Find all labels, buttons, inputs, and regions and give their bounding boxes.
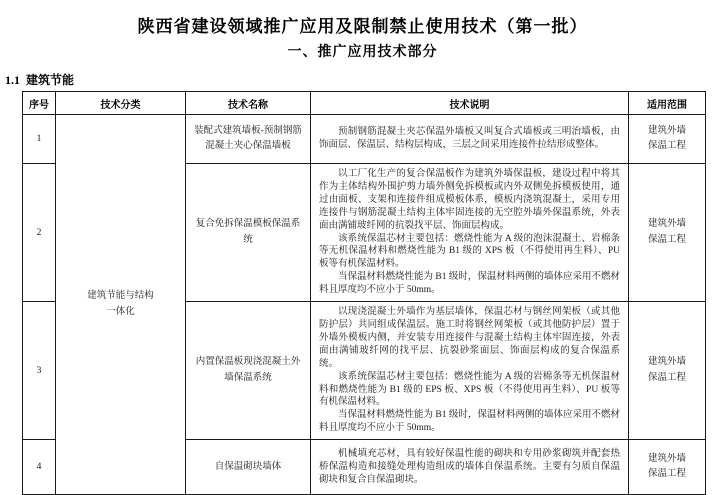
scope-cell: 建筑外墙 保温工程 bbox=[629, 115, 706, 164]
row-number-cell: 3 bbox=[23, 302, 56, 440]
tech-description-cell bbox=[311, 115, 629, 164]
tech-name-cell: 装配式建筑墙板-预制钢筋混凝土夹心保温墙板 bbox=[186, 115, 311, 164]
tech-name-cell: 自保温砌块墙体 bbox=[186, 440, 311, 495]
page-subtitle: 一、推广应用技术部分 bbox=[287, 43, 438, 59]
description-paragraph: 当保温材料燃烧性能为 B1 级时，保温材料两侧的墙体应采用不燃材料且厚度均不应小于 50mm。 bbox=[319, 410, 620, 434]
section-title: 建筑节能 bbox=[26, 73, 75, 87]
row-number-cell: 2 bbox=[23, 164, 56, 302]
description-paragraph: 当保温材料燃烧性能为 B1 级时，保温材料两侧的墙体应采用不燃材料且厚度均不应小于 50mm。 bbox=[319, 272, 620, 296]
scope-cell: 建筑外墙 保温工程 bbox=[629, 302, 706, 440]
tech-description-cell bbox=[311, 164, 629, 302]
description-paragraph: 以现浇混凝土外墙作为基层墙体，保温芯材与钢丝网架板（或其他防护层）共同组成保温层。施工时将钢丝网架板（或其他防护层）置于外墙外模板内侧，并安装专用连接件与混凝土结构主体牢固连接，外表面由满铺玻纤网的找平层、抗裂砂浆面层、饰面层构成的复合保温系统。 bbox=[319, 307, 620, 369]
row-number-cell: 1 bbox=[23, 115, 56, 164]
table-row bbox=[23, 115, 706, 164]
column-header-category: 技术分类 bbox=[56, 92, 186, 115]
scope-cell: 建筑外墙 保温工程 bbox=[629, 440, 706, 495]
description-paragraph: 预制钢筋混凝土夹芯保温外墙板又叫复合式墙板或三明治墙板，由饰面层、保温层、结构层构成，三层之间采用连接件拉结形成整体。 bbox=[319, 127, 620, 150]
column-header-name: 技术名称 bbox=[186, 92, 311, 115]
scope-cell: 建筑外墙 保温工程 bbox=[629, 164, 706, 302]
tech-description-cell bbox=[311, 302, 629, 440]
section-heading bbox=[5, 71, 725, 88]
category-cell: 建筑节能与结构 一体化 bbox=[56, 115, 186, 495]
technology-table bbox=[22, 91, 706, 495]
description-paragraph: 机械填充芯材，具有较好保温性能的砌块和专用砂浆砌筑并配套热桥保温构造和接缝处理构造组成的墙体自保温系统。主要有匀质自保温砌块和复合自保温砌块。 bbox=[319, 448, 620, 485]
tech-name-cell: 内置保温板现浇混凝土外墙保温系统 bbox=[186, 302, 311, 440]
column-header-description: 技术说明 bbox=[311, 92, 629, 115]
section-number: 1.1 bbox=[5, 73, 20, 87]
description-paragraph: 该系统保温芯材主要包括：燃烧性能为 A 级的岩棉条等无机保温材料和燃烧性能为 B1 级的 EPS 板、XPS 板（不得使用再生料）、PU 板等有机保温材料。 bbox=[319, 371, 620, 408]
column-header-number: 序号 bbox=[23, 92, 56, 115]
description-paragraph: 以工厂化生产的复合保温板作为建筑外墙保温板，建设过程中将其作为主体结构外围护剪力墙外侧免拆模板或内外双侧免拆模板使用，通过由面板、支架和连接件组成模板体系，模板内浇筑混凝土，采用专用连接件与钢筋混凝土结构主体牢固连接的无空腔外墙外保温系统，外表面由满铺玻纤网的抗裂找平层、饰面层构成。 bbox=[319, 169, 620, 231]
tech-name-cell: 复合免拆保温模板保温系统 bbox=[186, 164, 311, 302]
page-title: 陕西省建设领域推广应用及限制禁止使用技术（第一批） bbox=[137, 17, 588, 36]
description-paragraph: 该系统保温芯材主要包括：燃烧性能为 A 级的泡沫混凝土、岩棉条等无机保温材料和燃烧性能为 B1 级的 XPS 板（不得使用再生料）、PU 板等有机保温材料。 bbox=[319, 233, 620, 270]
table-header-row bbox=[23, 92, 706, 115]
tech-description-cell bbox=[311, 440, 629, 495]
column-header-scope: 适用范围 bbox=[629, 92, 706, 115]
row-number-cell: 4 bbox=[23, 440, 56, 495]
